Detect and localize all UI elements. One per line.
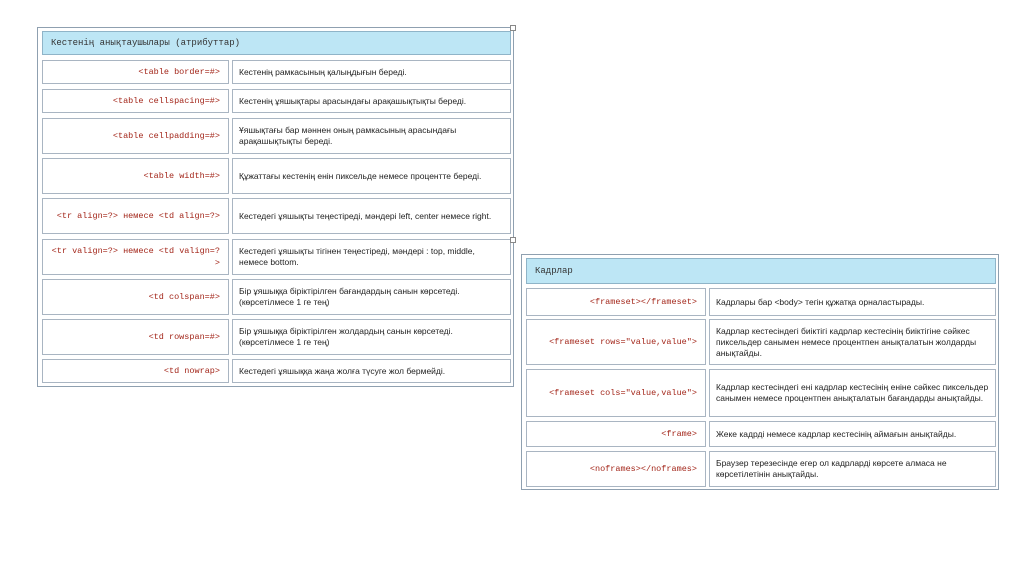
resize-handle[interactable] xyxy=(510,25,516,31)
table-row-desc: Кадрлар кестесіндегі биіктігі кадрлар кестесінің биіктігіне сәйкес пиксельдер санымен немесе процентпен анықталатын жолдарды анықтайды. xyxy=(709,319,996,365)
table-row-desc: Құжаттағы кестенің енін пиксельде немесе процентте береді. xyxy=(232,158,511,194)
table-row-code: <noframes></noframes> xyxy=(526,451,706,487)
table-row-code: <frameset rows="value,value"> xyxy=(526,319,706,365)
table-row-code: <table width=#> xyxy=(42,158,229,194)
table-row-desc: Кестедегі ұяшықты теңестіреді, мәндері left, center немесе right. xyxy=(232,198,511,234)
table-row-desc: Кестенің рамкасының қалыңдығын береді. xyxy=(232,60,511,84)
table-row-code: <frameset></frameset> xyxy=(526,288,706,316)
table-row-code: <table border=#> xyxy=(42,60,229,84)
table-row-desc: Кестедегі ұяшықты тігінен теңестіреді, мәндері : top, middle, немесе bottom. xyxy=(232,239,511,275)
table-row-code: <table cellspacing=#> xyxy=(42,89,229,113)
table-row-desc: Бір ұяшыққа біріктірілген бағандардың санын көрсетеді.(көрсетілмесе 1 ге тең) xyxy=(232,279,511,315)
table-row-desc: Кадрлары бар <body> тегін құжатқа орналастырады. xyxy=(709,288,996,316)
table-row-desc: Кестедегі ұяшыққа жаңа жолға түсуге жол бермейді. xyxy=(232,359,511,383)
table-row-desc: Жеке кадрді немесе кадрлар кестесінің аймағын анықтайды. xyxy=(709,421,996,447)
attributes-table xyxy=(37,27,514,387)
table-row-code: <frameset cols="value,value"> xyxy=(526,369,706,417)
table-row-code: <table cellpadding=#> xyxy=(42,118,229,154)
table-row-code: <td rowspan=#> xyxy=(42,319,229,355)
table-row-code: <frame> xyxy=(526,421,706,447)
frames-table-header: Кадрлар xyxy=(526,258,996,284)
table-row-desc: Бір ұяшыққа біріктірілген жолдардың санын көрсетеді. (көрсетілмесе 1 ге тең) xyxy=(232,319,511,355)
table-row-code: <tr align=?> немесе <td align=?> xyxy=(42,198,229,234)
frames-table xyxy=(521,254,999,490)
table-row-desc: Браузер терезесінде егер ол кадрларді көрсете алмаса не көрсетілетінін анықтайды. xyxy=(709,451,996,487)
table-row-desc: Кестенің ұяшықтары арасындағы арақашықтықты береді. xyxy=(232,89,511,113)
table-row-desc: Ұяшықтағы бар мәннен оның рамкасының арасындағы арақашықтықты береді. xyxy=(232,118,511,154)
resize-handle[interactable] xyxy=(510,237,516,243)
table-row-desc: Кадрлар кестесіндегі ені кадрлар кестесінің еніне сәйкес пиксельдер санымен немесе процентпен анықталатын бағандарды анықтайды. xyxy=(709,369,996,417)
table-row-code: <tr valign=?> немесе <td valign=?> xyxy=(42,239,229,275)
table-row-code: <td nowrap> xyxy=(42,359,229,383)
attributes-table-header: Кестенің анықтаушылары (атрибуттар) xyxy=(42,31,511,55)
table-row-code: <td colspan=#> xyxy=(42,279,229,315)
